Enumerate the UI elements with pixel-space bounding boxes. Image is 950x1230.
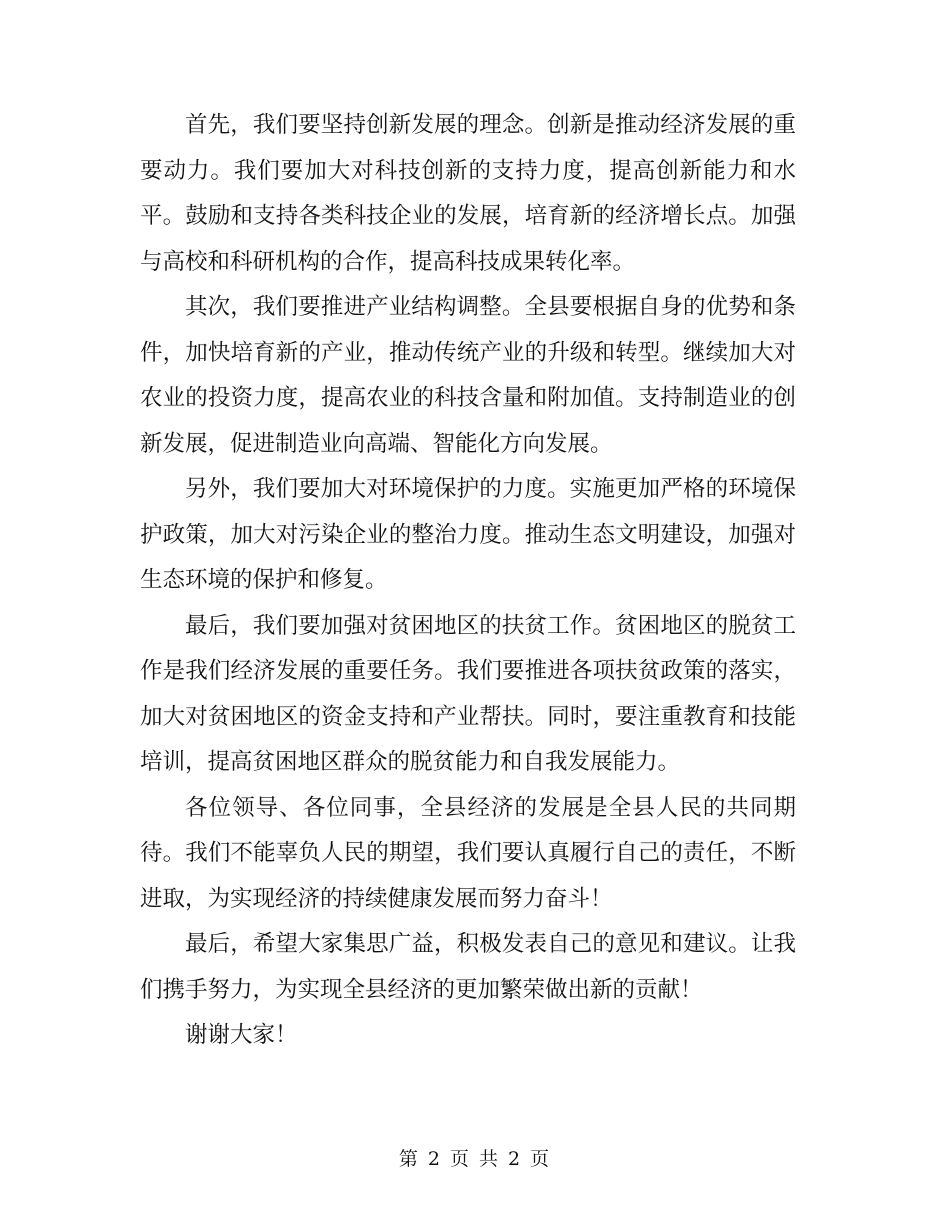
paragraph-closing: 最后，希望大家集思广益，积极发表自己的意见和建议。让我们携手努力，为实现全县经济的更加繁荣做出新的贡献！ — [140, 931, 796, 1003]
paragraph-environment: 另外，我们要加大对环境保护的力度。实施更加严格的环境保护政策，加大对污染企业的整治力度。推动生态文明建设，加强对生态环境的保护和修复。 — [140, 476, 796, 593]
paragraph-thanks: 谢谢大家！ — [185, 1022, 298, 1048]
page-number-footer: 第 2 页 共 2 页 — [398, 1148, 552, 1170]
paragraph-poverty: 最后，我们要加强对贫困地区的扶贫工作。贫困地区的脱贫工作是我们经济发展的重要任务。我们要推进各项扶贫政策的落实，加大对贫困地区的资金支持和产业帮扶。同时，要注重教育和技能培训，提高贫困地区群众的脱贫能力和自我发展能力。 — [140, 612, 796, 775]
document-body — [140, 103, 796, 1059]
paragraph-address: 各位领导、各位同事，全县经济的发展是全县人民的共同期待。我们不能辜负人民的期望，我们要认真履行自己的责任，不断进取，为实现经济的持续健康发展而努力奋斗！ — [140, 794, 796, 912]
paragraph-industry: 其次，我们要推进产业结构调整。全县要根据自身的优势和条件，加快培育新的产业，推动传统产业的升级和转型。继续加大对农业的投资力度，提高农业的科技含量和附加值。支持制造业的创新发展，促进制造业向高端、智能化方向发展。 — [140, 294, 796, 457]
paragraph-innovation: 首先，我们要坚持创新发展的理念。创新是推动经济发展的重要动力。我们要加大对科技创新的支持力度，提高创新能力和水平。鼓励和支持各类科技企业的发展，培育新的经济增长点。加强与高校和科研机构的合作，提高科技成果转化率。 — [140, 112, 796, 275]
